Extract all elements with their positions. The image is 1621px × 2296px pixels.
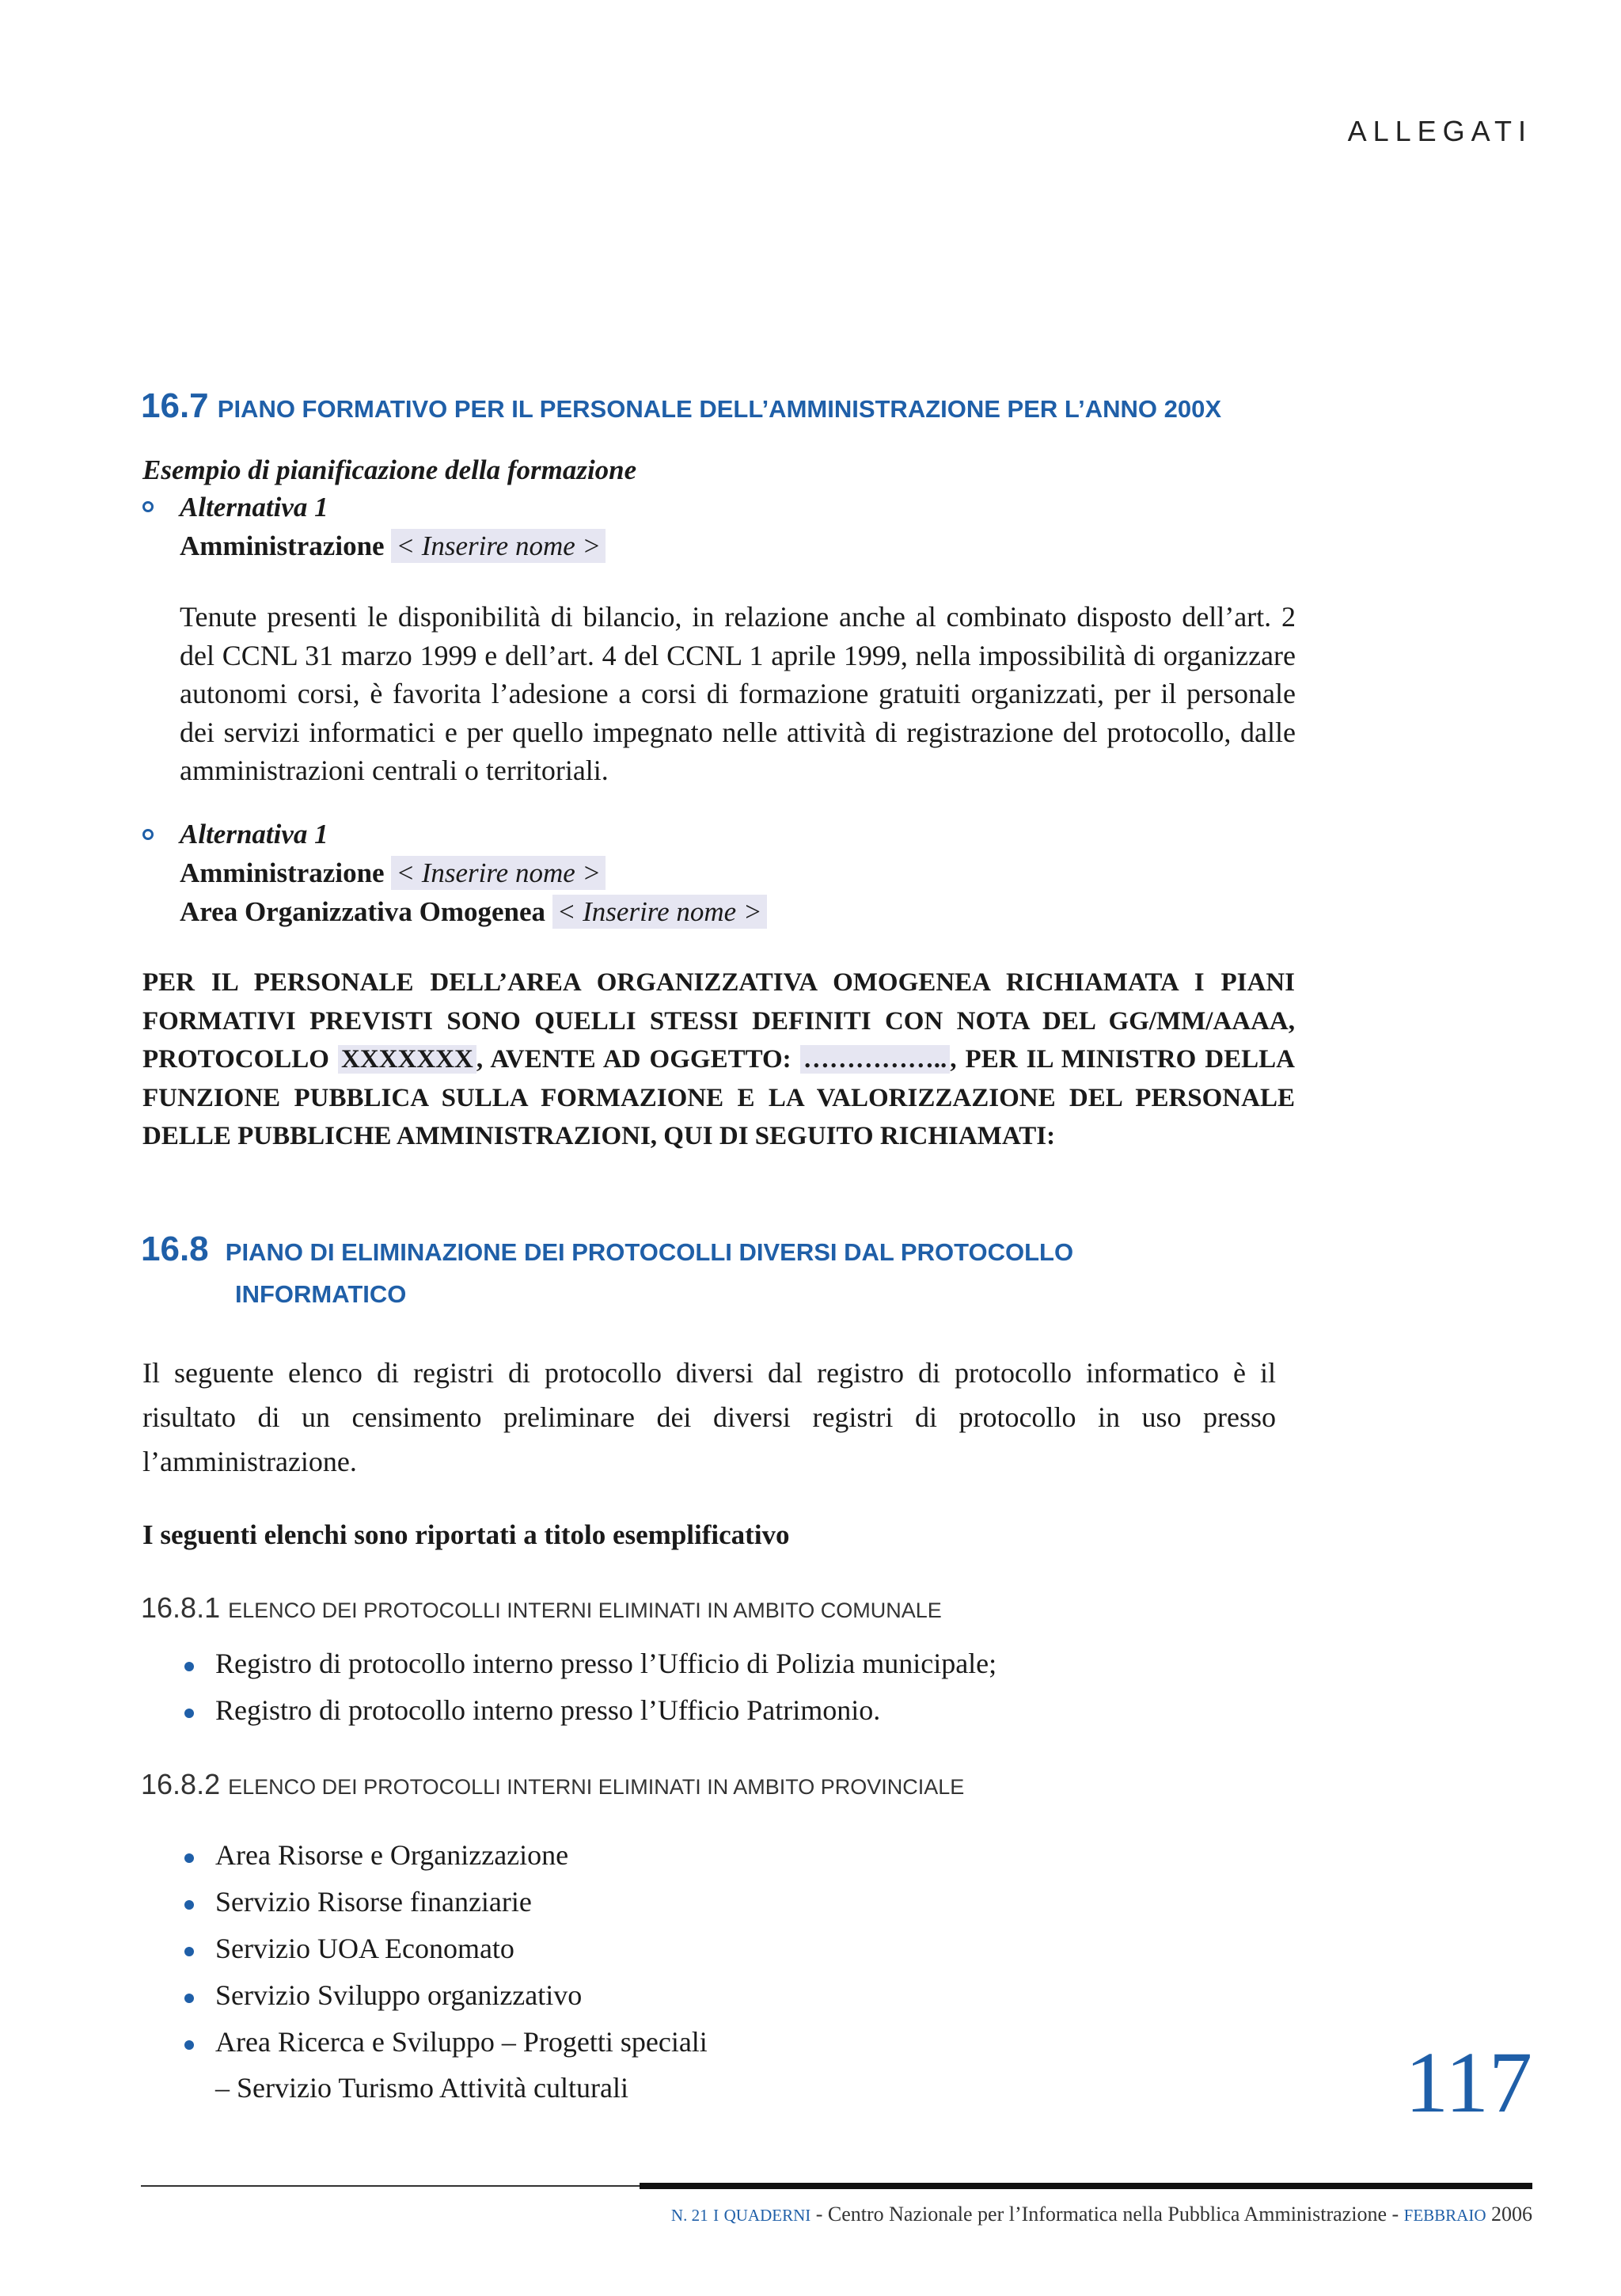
section-heading-16-8-line2: INFORMATICO bbox=[235, 1280, 407, 1308]
footer-rule-thin bbox=[141, 2185, 640, 2187]
bullet-icon bbox=[184, 1900, 194, 1910]
page-number: 117 bbox=[1405, 2034, 1532, 2131]
section-title: PIANO FORMATIVO PER IL PERSONALE DELL’AMMINISTRAZIONE PER L’ANNO 200X bbox=[217, 395, 1222, 423]
field-label: Amministrazione bbox=[180, 857, 385, 888]
footer-org: - Centro Nazionale per l’Informatica nella Pubblica Amministrazione - bbox=[815, 2203, 1399, 2226]
running-head: ALLEGATI bbox=[1347, 115, 1532, 147]
list-item: Servizio Risorse finanziarie bbox=[215, 1886, 532, 1918]
aoo-field bbox=[180, 893, 767, 932]
section-number: 16.8 bbox=[141, 1230, 209, 1268]
subsection-number: 16.8.2 bbox=[141, 1768, 221, 1800]
protocol-placeholder: XXXXXXX bbox=[338, 1045, 476, 1074]
footer-year: 2006 bbox=[1491, 2203, 1532, 2226]
bullet-icon bbox=[184, 1947, 194, 1956]
section-heading-16-8 bbox=[141, 1230, 1073, 1269]
footer-rule-thick bbox=[640, 2183, 1532, 2189]
footer-separator: I bbox=[713, 2206, 719, 2225]
subsection-heading-16-8-1 bbox=[141, 1591, 942, 1625]
list-item-continuation: – Servizio Turismo Attività culturali bbox=[215, 2072, 628, 2104]
list-item: Area Ricerca e Sviluppo – Progetti speciali bbox=[215, 2026, 708, 2058]
section-title: PIANO DI ELIMINAZIONE DEI PROTOCOLLI DIVERSI DAL PROTOCOLLO bbox=[225, 1238, 1074, 1266]
name-placeholder: < Inserire nome > bbox=[391, 856, 606, 890]
subsection-title: ELENCO DEI PROTOCOLLI INTERNI ELIMINATI IN AMBITO COMUNALE bbox=[228, 1598, 942, 1622]
bullet-icon bbox=[184, 1709, 194, 1718]
alternative-label: Alternativa 1 bbox=[180, 819, 328, 850]
subsection-number: 16.8.1 bbox=[141, 1591, 221, 1624]
bullet-icon bbox=[184, 1994, 194, 2003]
section-subtitle: Esempio di pianificazione della formazione bbox=[142, 454, 637, 485]
circle-bullet-icon bbox=[142, 829, 154, 840]
alternative-label: Alternativa 1 bbox=[180, 492, 328, 523]
bold-note: I seguenti elenchi sono riportati a titolo esemplificativo bbox=[142, 1519, 790, 1550]
section-number: 16.7 bbox=[141, 386, 209, 425]
section-16-8-paragraph: Il seguente elenco di registri di protocollo diversi dal registro di protocollo informatico è il risultato di un censimento preliminare dei diversi registri di protocollo in uso presso l’amministrazione. bbox=[142, 1357, 1276, 1477]
footer bbox=[671, 2203, 1532, 2226]
administration-field bbox=[180, 854, 606, 893]
list-item: Servizio UOA Economato bbox=[215, 1933, 514, 1964]
footer-issue: N. 21 bbox=[670, 2206, 708, 2225]
list-item: Area Risorse e Organizzazione bbox=[215, 1839, 569, 1871]
field-label: Area Organizzativa Omogenea bbox=[180, 896, 546, 927]
circle-bullet-icon bbox=[142, 501, 154, 512]
footer-month: FEBBRAIO bbox=[1403, 2206, 1486, 2225]
section-heading-16-7 bbox=[141, 386, 1221, 426]
administration-field bbox=[180, 527, 606, 566]
footer-series: QUADERNI bbox=[723, 2206, 811, 2225]
caps-paragraph: PER IL PERSONALE DELL’AREA ORGANIZZATIVA OMOGENEA RICHIAMATA I PIANI FORMATIVI PREVISTI SONO QUELLI STESSI DEFINITI CON NOTA DEL GG/MM/AAAA, PROTOCOLLO XXXXXXX , AVENTE AD OGGETTO: …………….. , PER IL MINISTRO DELLA FUNZIONE PUBBLICA SULLA FORMAZIONE E LA VALORIZZAZIONE DEL PERSONALE DELLE PUBBLICHE AMMINISTRAZIONI, QUI DI SEGUITO RICHIAMATI: bbox=[142, 968, 1295, 1150]
name-placeholder: < Inserire nome > bbox=[552, 895, 767, 929]
bullet-icon bbox=[184, 1662, 194, 1671]
list-item: Registro di protocollo interno presso l’Ufficio Patrimonio. bbox=[215, 1694, 881, 1726]
list-item: Registro di protocollo interno presso l’Ufficio di Polizia municipale; bbox=[215, 1648, 997, 1679]
subsection-title: ELENCO DEI PROTOCOLLI INTERNI ELIMINATI IN AMBITO PROVINCIALE bbox=[228, 1775, 965, 1799]
subject-placeholder: …………….. bbox=[800, 1045, 951, 1074]
list-item: Servizio Sviluppo organizzativo bbox=[215, 1979, 583, 2011]
name-placeholder: < Inserire nome > bbox=[391, 529, 606, 563]
bullet-icon bbox=[184, 1853, 194, 1863]
field-label: Amministrazione bbox=[180, 530, 385, 561]
bullet-icon bbox=[184, 2040, 194, 2050]
alternative-1-paragraph: Tenute presenti le disponibilità di bilancio, in relazione anche al combinato disposto dell’art. 2 del CCNL 31 marzo 1999 e dell’art. 4 del CCNL 1 aprile 1999, nella impossibilità di organizzare autonomi corsi, è favorita l’adesione a corsi di formazione gratuiti organizzati, per il personale dei servizi informatici e per quello impegnato nelle attività di registrazione del protocollo, dalle amministrazioni centrali o territoriali. bbox=[180, 601, 1296, 786]
subsection-heading-16-8-2 bbox=[141, 1768, 964, 1801]
